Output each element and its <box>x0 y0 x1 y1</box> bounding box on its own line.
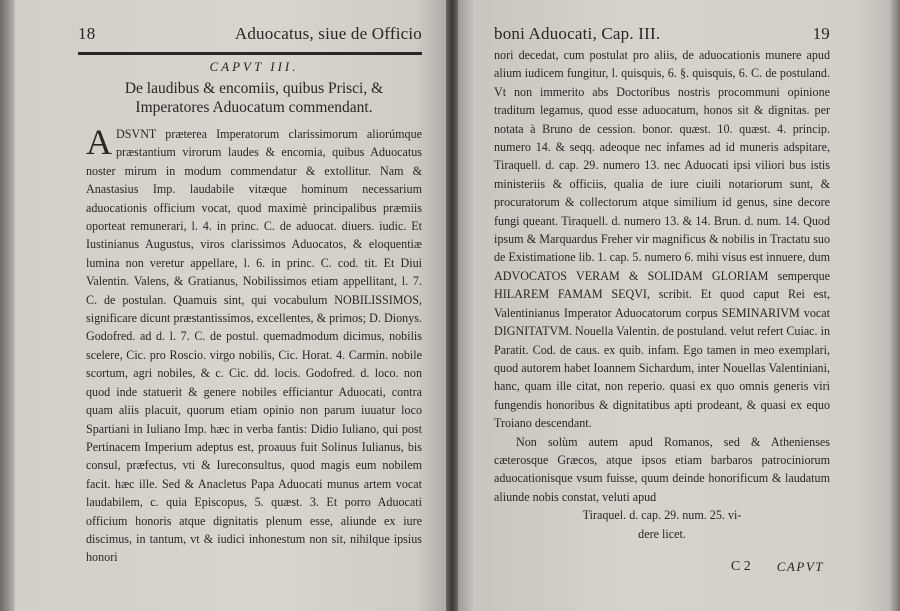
left-body-content: DSVNT præterea Imperatorum clarissimorum aliorúmque præstantium virorum laudes & encomia, quibus Aduocatus noster mirum in modum commendatur & extollitur. Nam & Anastasius Imp. laudabile vitæque hominum necessarium aduocationis officium vocat, quod maximè principalibus præmiis oporteat remunerari, l. 4. in princ. C. de aduocat. diuers. iudic. Et Iustinianus Augustus, viros clarissimos Aduocatos, & eloquentiæ lumina non veretur appellare, l. 6. in princ. C. cod. tit. Et Diui Valentin. Valens, & Gratianus, Nobilissimos etiam appellitant, l. 7. C. de postulan. Quamuis sint, qui vocabulum NOBILISSIMOS, significare dicunt præstantissimos, excellentes, & primos; D. Dionys. Godofred. ad d. l. 7. C. de postul. quemadmodum dicimus, nobilis scelere, Cic. pro Roscio. virgo nobilis, Cic. Horat. 4. Carmin. nobile scortum, agri nobiles, & c. Cic. dd. locis. Godofred. d. loco. non quod inde statuerit & genere nobiles efficiantur Aduocati, contra quam aliis placuit, quorum etiam opinio non parum iuuatur loco Spartiani in Iuliano Imp. hæc in verba fantis: Didio Iuliano, qui post Pertinacem Imperium adeptus est, proauus fuit Solinus Iulianus, bis consul, præfectus, vti & Iureconsultus, quod magis eum nobilem facit. hæc ille. Sed & Anacletus Papa Aduocati munus artem vocat laudabilem, c. quia Episcopus, 5. quæst. 3. Et porro Aduocati officium honoris atque dignitatis plenum esse, aliunde ex iure discimus, in tantum, vt & iudici inhonestum non sit, nihilque ipsius honori <box>86 127 422 565</box>
signature-mark: C 2 <box>730 558 751 574</box>
drop-cap: A <box>86 122 112 162</box>
left-book-edge <box>0 0 14 611</box>
right-paragraph-2: Non solùm autem apud Romanos, sed & Athenienses cæterosque Græcos, atque ipsos etiam barbaros patrociniorum aduocationisque vsum fuisse, quum deinde honorificum & laudatum aliunde nobis constat, veluti apud <box>494 434 830 504</box>
tail-line-2: dere licet. <box>638 526 686 541</box>
right-body-text: nori decedat, cum postulat pro aliis, de aduocationis munere apud alium iudicem fungitur, l. quisquis, 6. §. quisquis, 6. C. de postuland. Vt non immerito abs Doctoribus nostris procommuni opinione traditum legamus, quod esse aduocatum, honos sit & dignitas. per notata à Bruno de cession. bonor. quæst. 10. quæst. 4. princip. numero 14. & seqq. adeoque nec infames ad id muneris adspitare, Tiraquell. d. cap. 29. numero 13. nec Aduocati ipsi viliori bus istis ministeriis & officiis, qualia de iure ciuili notariorum sunt, & procuratorum & collectorum atque similium id genus, sine decore fungi queant. Tiraquell. d. numero 13. & 14. Brun. d. num. 14. Quod ipsum & Marquardus Freher vir magnificus & nobilis in Tractatu suo de Existimatione lib. 1. cap. 5. numero 6. mihi visus est innuere, dum ADVOCATOS VERAM & SOLIDAM GLORIAM semperque HILAREM FAMAM SEQVI, scribit. Et quod caput Rei est, Valentinianus Imperator Aduocatorum corpus SEMINARIVM vocat DIGNITATVM. Nouella Valentin. de postuland. velut refert Cuiac. in Paratit. Cod. de caus. ex quib. infam. Ego tamen in meo exemplari, quod autorem habet Ioannem Sichardum, inter Nouellas Valentiniani, hanc, quam ille citat, non reperio. quasi ex quo omnis generis viri fungendis honoribus & dignitatibus apti prodeant, & quasi ex equo Troiano descendant. <box>494 48 831 431</box>
book-gutter <box>446 0 458 611</box>
tail-line-1: Tiraquel. d. cap. 29. num. 25. vi- <box>582 508 742 523</box>
left-running-head: Aduocatus, siue de Officio <box>234 24 422 43</box>
left-running-header <box>78 24 422 46</box>
caput-label: CAPVT III. <box>209 59 299 74</box>
chapter-title: De laudibus & encomiis, quibus Prisci, & Imperatores Aduocatum commendant. <box>124 80 384 116</box>
left-body-text <box>86 122 422 567</box>
right-book-edge <box>890 0 900 611</box>
right-page <box>452 0 900 611</box>
right-running-header <box>494 24 830 46</box>
header-rule <box>78 52 422 55</box>
left-page-number: 18 <box>78 24 96 43</box>
right-page-number: 19 <box>812 24 830 43</box>
catchword: CAPVT <box>776 558 824 574</box>
page-footer <box>494 559 830 575</box>
right-running-head: boni Aduocati, Cap. III. <box>494 24 661 43</box>
